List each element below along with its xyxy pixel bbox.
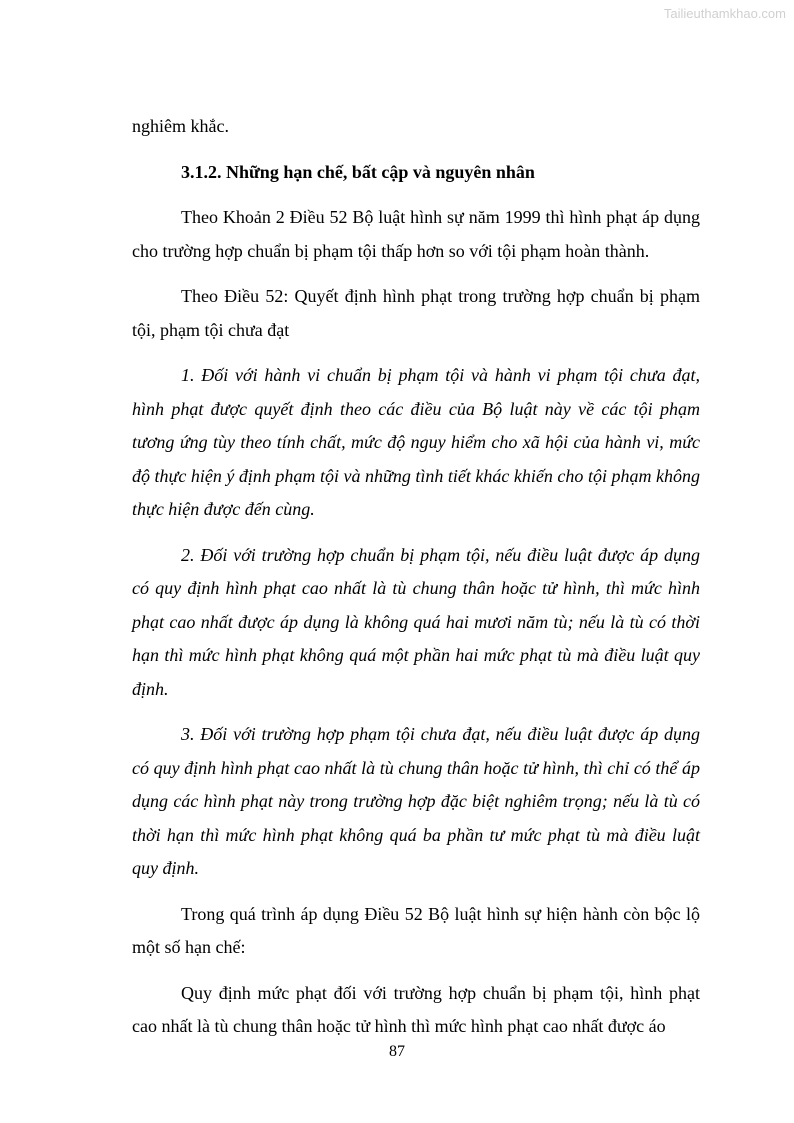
paragraph: Theo Khoản 2 Điều 52 Bộ luật hình sự năm 1999 thì hình phạt áp dụng cho trường hợp chuẩn bị phạm tội thấp hơn so với tội phạm hoàn thành. bbox=[132, 207, 700, 261]
paragraph-continuation: nghiêm khắc. bbox=[132, 116, 229, 136]
watermark: Tailieuthamkhao.com bbox=[663, 6, 786, 21]
quoted-clause-3: 3. Đối với trường hợp phạm tội chưa đạt, nếu điều luật được áp dụng có quy định hình phạt cao nhất là tù chung thân hoặc tử hình, thì chỉ có thể áp dụng các hình phạt này trong trường hợp đặc biệt nghiêm trọng; nếu là tù có thời hạn thì mức hình phạt không quá ba phần tư mức phạt tù mà điều luật quy định. bbox=[132, 724, 700, 878]
section-heading: 3.1.2. Những hạn chế, bất cập và nguyên nhân bbox=[181, 161, 535, 182]
paragraph: Trong quá trình áp dụng Điều 52 Bộ luật hình sự hiện hành còn bộc lộ một số hạn chế: bbox=[132, 903, 700, 957]
quoted-clause-1: 1. Đối với hành vi chuẩn bị phạm tội và hành vi phạm tội chưa đạt, hình phạt được quyết định theo các điều của Bộ luật này về các tội phạm tương ứng tùy theo tính chất, mức độ nguy hiểm cho xã hội của hành vi, mức độ thực hiện ý định phạm tội và những tình tiết khác khiến cho tội phạm không thực hiện được đến cùng. bbox=[132, 365, 700, 519]
document-body bbox=[132, 110, 700, 1044]
quoted-clause-2: 2. Đối với trường hợp chuẩn bị phạm tội, nếu điều luật được áp dụng có quy định hình phạt cao nhất là tù chung thân hoặc tử hình, thì mức hình phạt cao nhất được áp dụng là không quá hai mươi năm tù; nếu là tù có thời hạn thì mức hình phạt không quá một phần hai mức phạt tù mà điều luật quy định. bbox=[132, 544, 700, 699]
paragraph: Theo Điều 52: Quyết định hình phạt trong trường hợp chuẩn bị phạm tội, phạm tội chưa đạt bbox=[132, 286, 700, 340]
page-number: 87 bbox=[389, 1043, 405, 1060]
paragraph: Quy định mức phạt đối với trường hợp chuẩn bị phạm tội, hình phạt cao nhất là tù chung thân hoặc tử hình thì mức hình phạt cao nhất được áo bbox=[132, 982, 700, 1036]
